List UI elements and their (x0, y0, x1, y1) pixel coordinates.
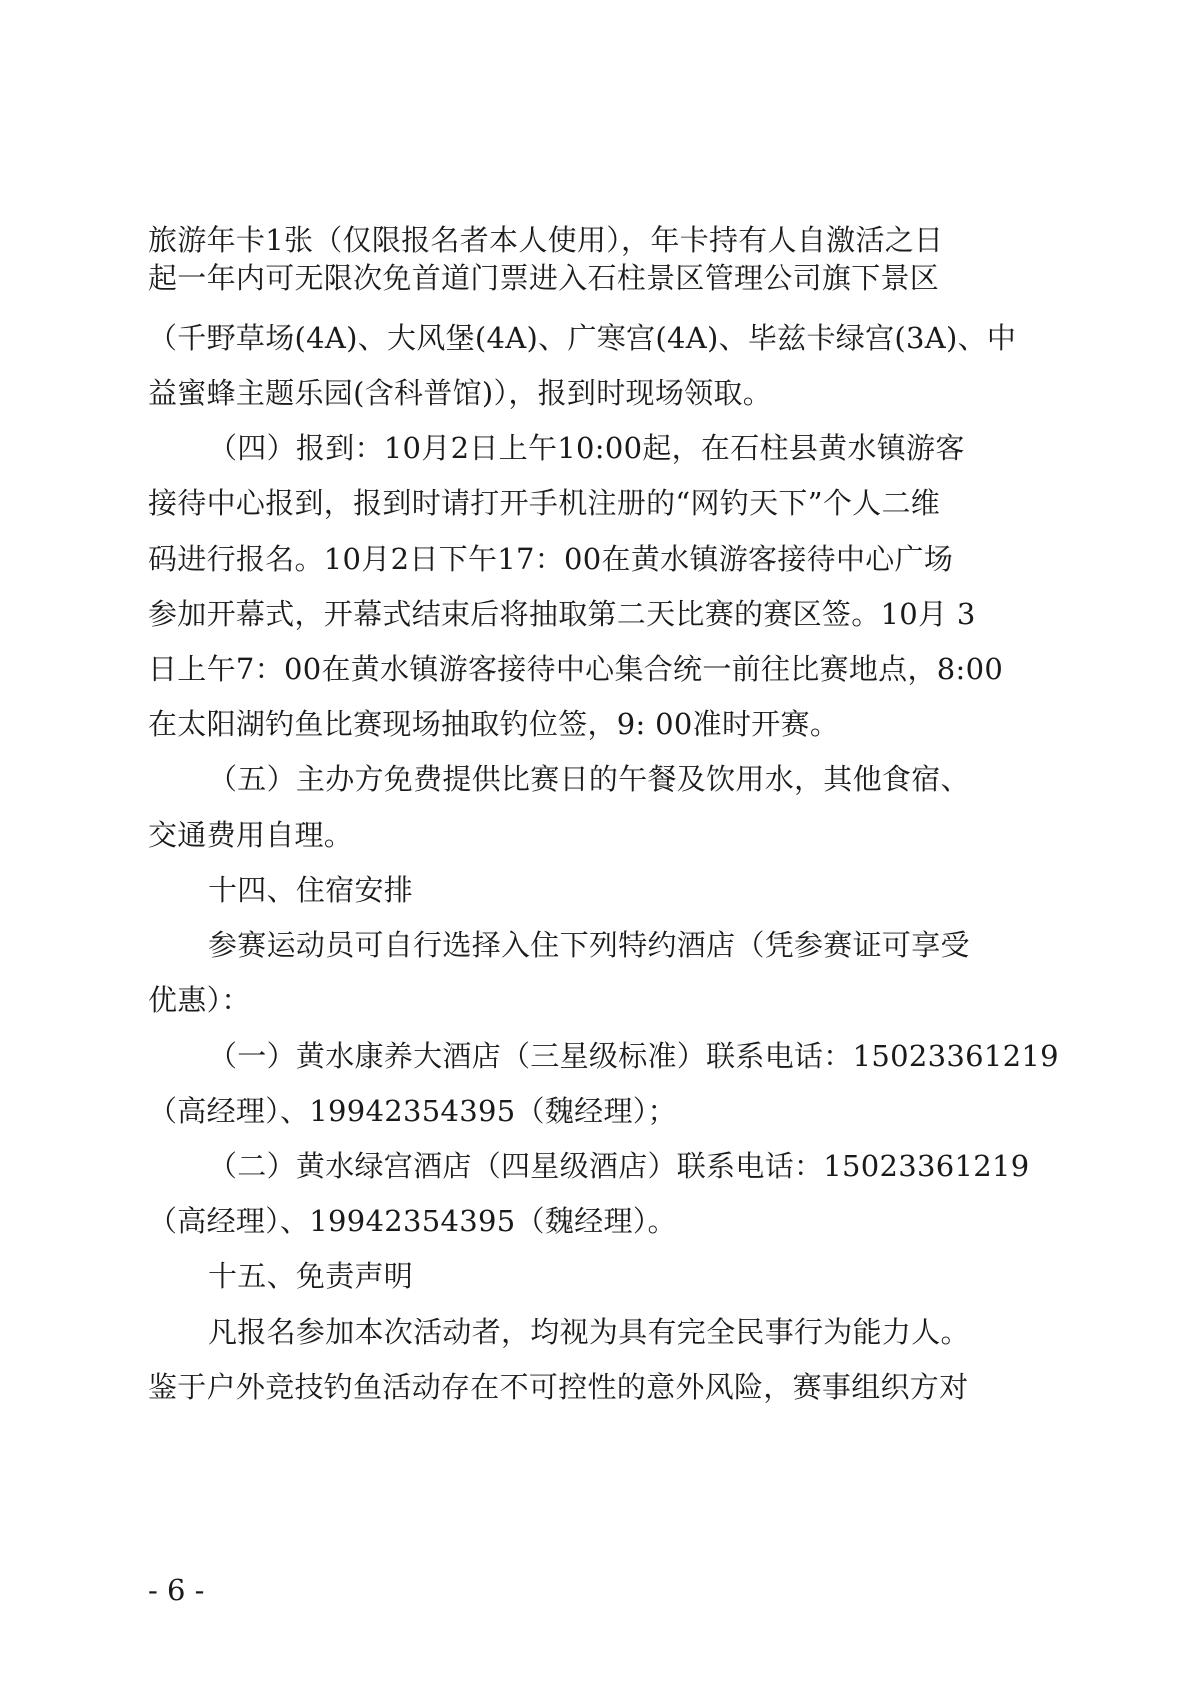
paragraph-line: （四）报到：10月2日上午10:00起，在石柱县黄水镇游客 (208, 431, 965, 465)
paragraph-line: 益蜜蜂主题乐园(含科普馆)），报到时现场领取。 (148, 376, 773, 410)
paragraph-line: （一）黄水康养大酒店（三星级标准）联系电话：15023361219 (208, 1039, 1059, 1073)
paragraph-line: 凡报名参加本次活动者，均视为具有完全民事行为能力人。 (208, 1315, 970, 1349)
section-heading: 十四、住宿安排 (208, 873, 414, 907)
paragraph-line: 鉴于户外竞技钓鱼活动存在不可控性的意外风险，赛事组织方对 (148, 1370, 969, 1404)
paragraph-line: 起一年内可无限次免首道门票进入石柱景区管理公司旗下景区 (148, 261, 940, 295)
paragraph-line: 日上午7：00在黄水镇游客接待中心集合统一前往比赛地点，8:00 (148, 652, 1004, 686)
paragraph-line: （二）黄水绿宫酒店（四星级酒店）联系电话：15023361219 (208, 1149, 1030, 1183)
paragraph-line: 接待中心报到，报到时请打开手机注册的“网钓天下”个人二维 (148, 486, 941, 520)
paragraph-line: （高经理）、19942354395（魏经理）。 (148, 1204, 677, 1238)
paragraph-line: （千野草场(4A)、大风堡(4A)、广寒宫(4A)、毕兹卡绿宫(3A)、中 (148, 321, 1017, 355)
paragraph-line: （五）主办方免费提供比赛日的午餐及饮用水，其他食宿、 (208, 762, 970, 796)
paragraph-line: 旅游年卡1张（仅限报名者本人使用），年卡持有人自激活之日 (148, 223, 944, 257)
paragraph-line: （高经理）、19942354395（魏经理）； (148, 1094, 677, 1128)
paragraph-line: 参加开幕式，开幕式结束后将抽取第二天比赛的赛区签。10月 3 (148, 597, 976, 631)
page-number: - 6 - (148, 1573, 205, 1607)
paragraph-line: 在太阳湖钓鱼比赛现场抽取钓位签，9: 00准时开赛。 (148, 707, 840, 741)
paragraph-line: 优惠）： (148, 983, 251, 1017)
paragraph-line: 交通费用自理。 (148, 818, 354, 852)
section-heading: 十五、免责声明 (208, 1259, 414, 1293)
paragraph-line: 码进行报名。10月2日下午17：00在黄水镇游客接待中心广场 (148, 542, 954, 576)
paragraph-line: 参赛运动员可自行选择入住下列特约酒店（凭参赛证可享受 (208, 928, 970, 962)
